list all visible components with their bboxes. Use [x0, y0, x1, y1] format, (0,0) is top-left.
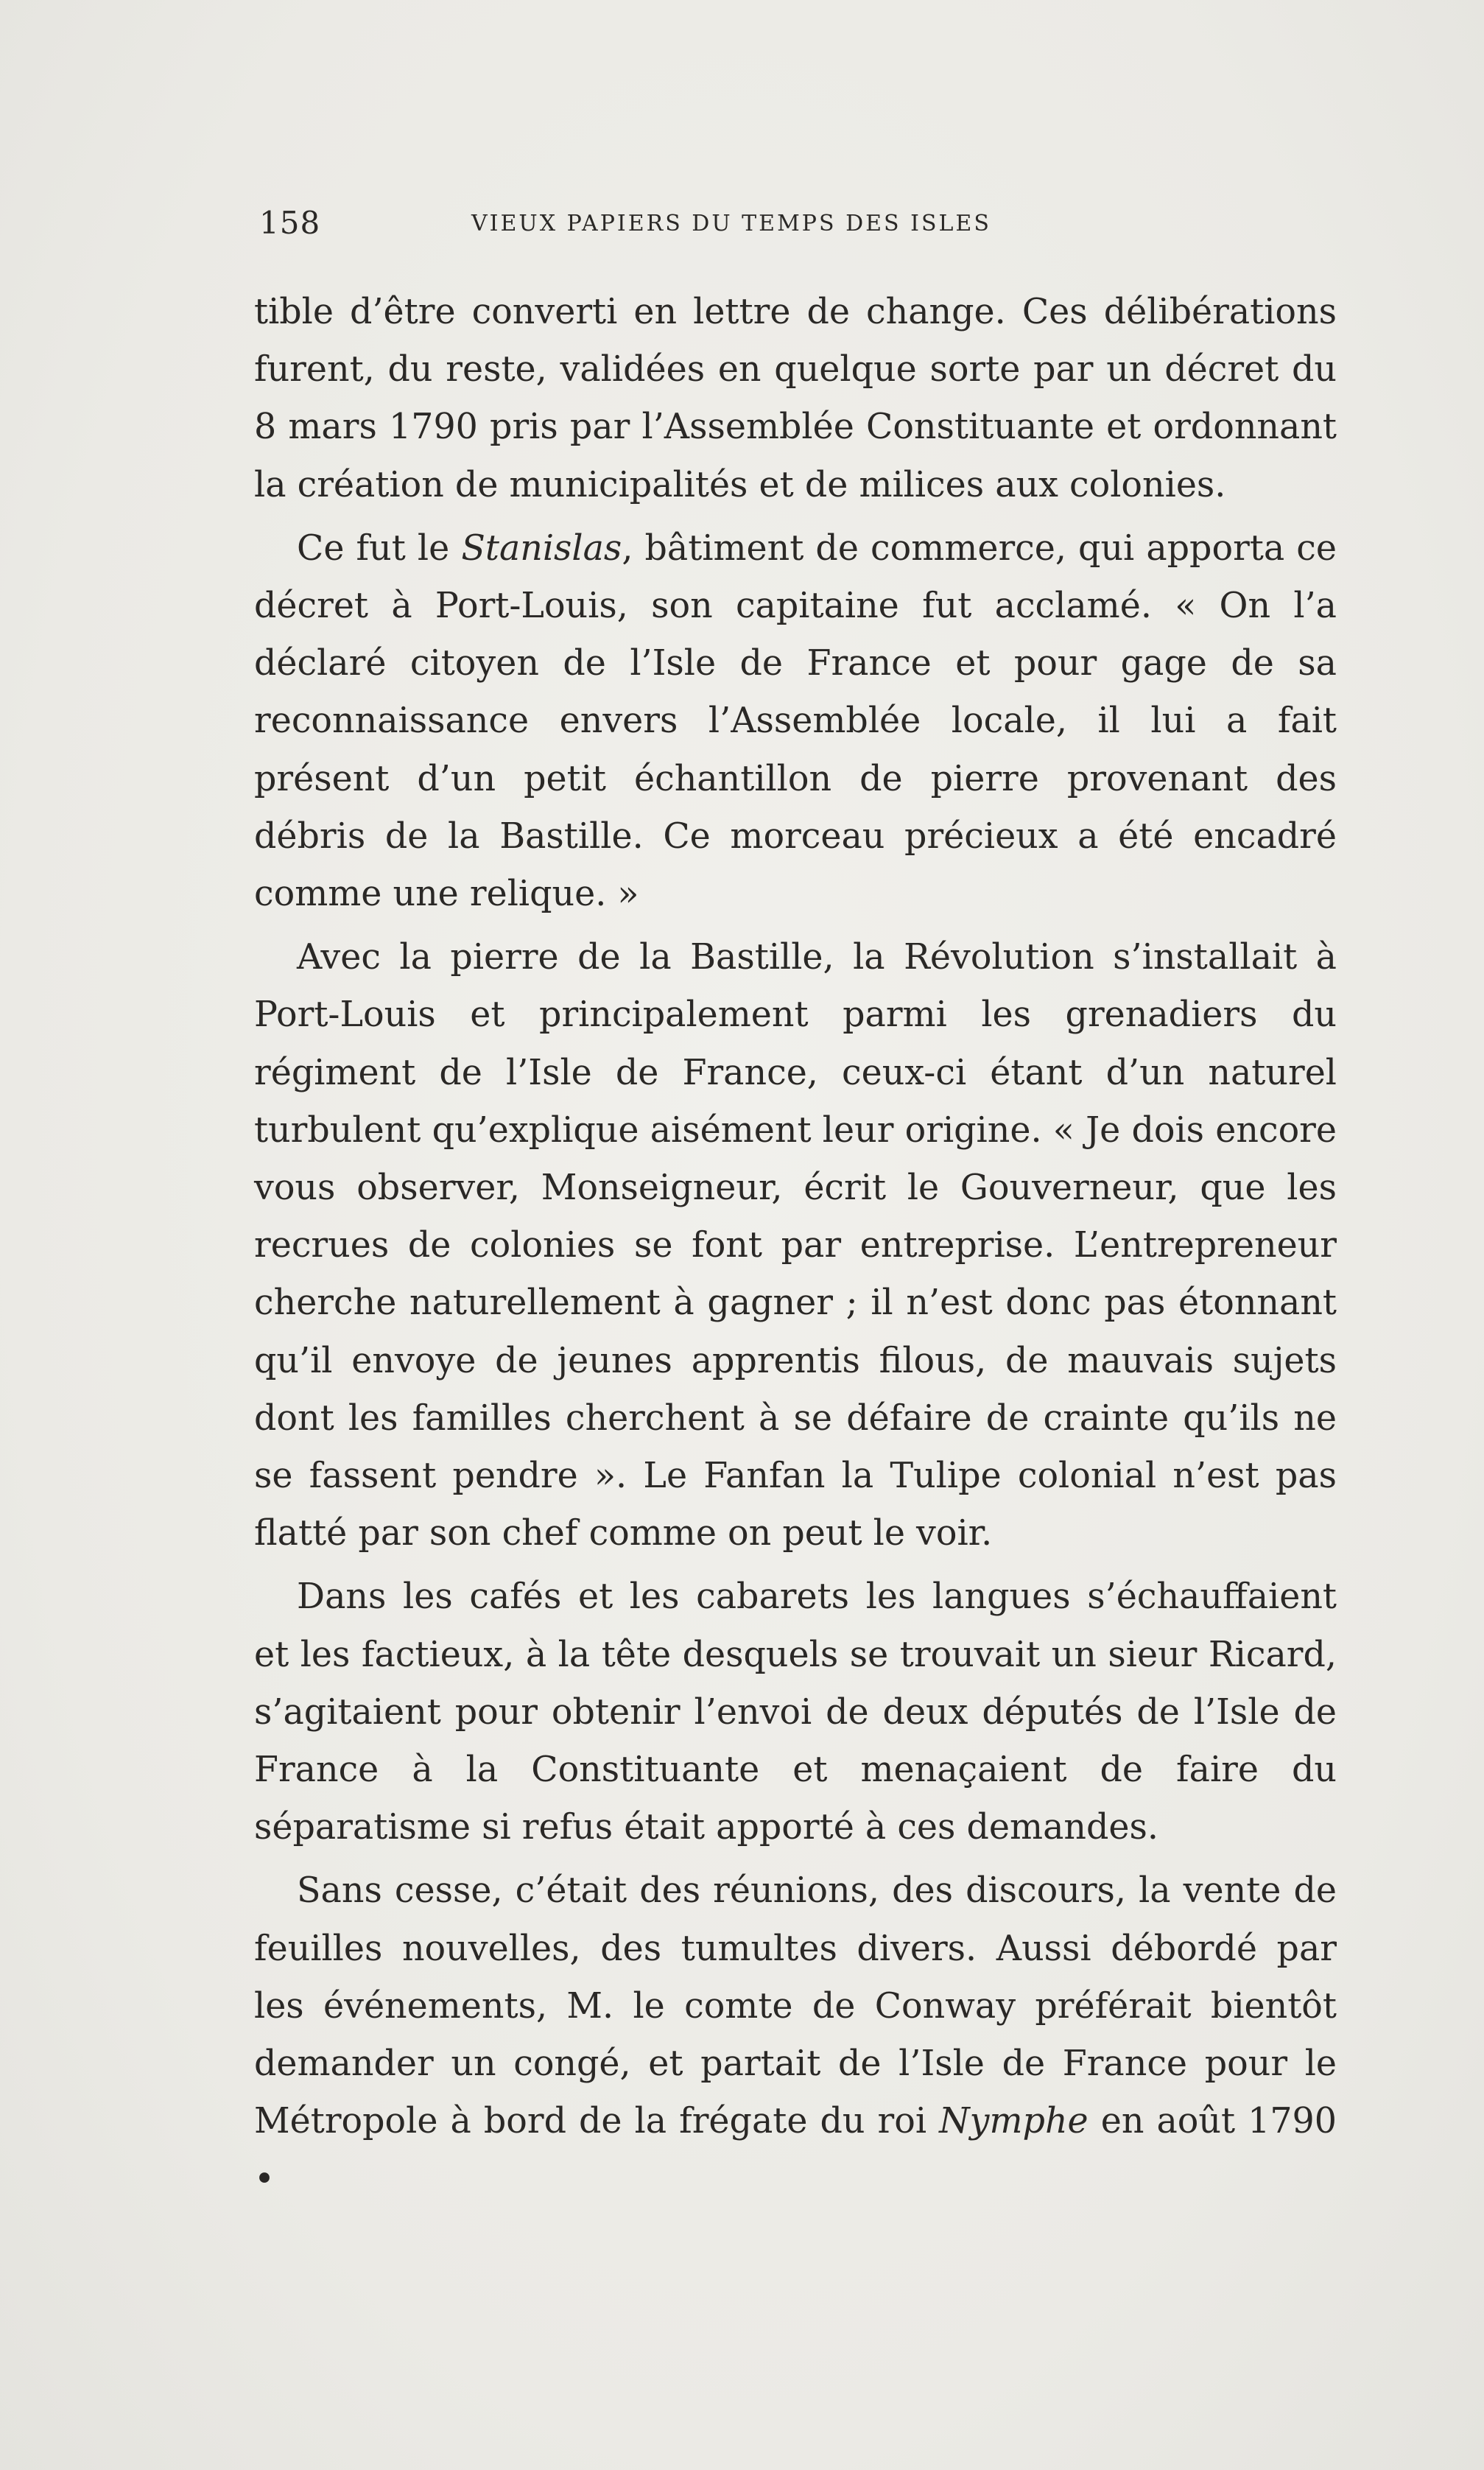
paragraph-3	[254, 929, 1337, 1562]
paragraph-1	[254, 284, 1337, 514]
body-text	[254, 284, 1337, 2208]
ship-name-nymphe: Nymphe	[939, 2101, 1089, 2142]
ship-name-stanislas: Stanislas	[461, 527, 622, 569]
page-number: 158	[259, 205, 321, 241]
paragraph-5-after: en août 1790 •	[254, 2101, 1337, 2200]
paragraph-1-text: tible d’être converti en lettre de change. Ces délibérations furent, du reste, validées en quelque sorte par un décret du 8 mars 1790 pris par l’Assemblée Constituante et ordonnant la création de municipalités et de milices aux colonies.	[254, 292, 1337, 505]
page-header	[259, 205, 1334, 249]
paragraph-2	[254, 520, 1337, 923]
paragraph-5	[254, 1862, 1337, 2208]
paragraph-2-before: Ce fut le	[297, 527, 462, 569]
paragraph-4-text: Dans les cafés et les cabarets les langues s’échauffaient et les factieux, à la tête desquels se trouvait un sieur Ricard, s’agitaient pour obtenir l’envoi de deux députés de l’Isle de France à la Constituante et menaçaient de faire du séparatisme si refus était apporté à ces demandes.	[254, 1576, 1337, 1848]
paragraph-3-text: Avec la pierre de la Bastille, la Révolution s’installait à Port-Louis et principalement parmi les grenadiers du régiment de l’Isle de France, ceux-ci étant d’un naturel turbulent qu’explique aisément leur origine. « Je dois encore vous observer, Monseigneur, écrit le Gouverneur, que les recrues de colonies se font par entreprise. L’entrepreneur cherche naturellement à gagner ; il n’est donc pas étonnant qu’il envoye de jeunes apprentis filous, de mauvais sujets dont les familles cherchent à se défaire de crainte qu’ils ne se fassent pendre ». Le Fanfan la Tulipe colonial n’est pas flatté par son chef comme on peut le voir.	[254, 937, 1337, 1554]
paragraph-2-after: , bâtiment de commerce, qui apporta ce décret à Port-Louis, son capitaine fut acclamé. « On l’a déclaré citoyen de l’Isle de France et pour gage de sa reconnaissance envers l’Assemblée locale, il lui a fait présent d’un petit échantillon de pierre provenant des débris de la Bastille. Ce morceau précieux a été encadré comme une relique. »	[254, 527, 1337, 915]
paragraph-5-before: Sans cesse, c’était des réunions, des discours, la vente de feuilles nouvelles, des tumultes divers. Aussi débordé par les événements, M. le comte de Conway préférait bientôt demander un congé, et partait de l’Isle de France pour le Métropole à bord de la frégate du roi	[254, 1870, 1337, 2142]
running-title: VIEUX PAPIERS DU TEMPS DES ISLES	[471, 211, 991, 236]
paragraph-4	[254, 1568, 1337, 1856]
